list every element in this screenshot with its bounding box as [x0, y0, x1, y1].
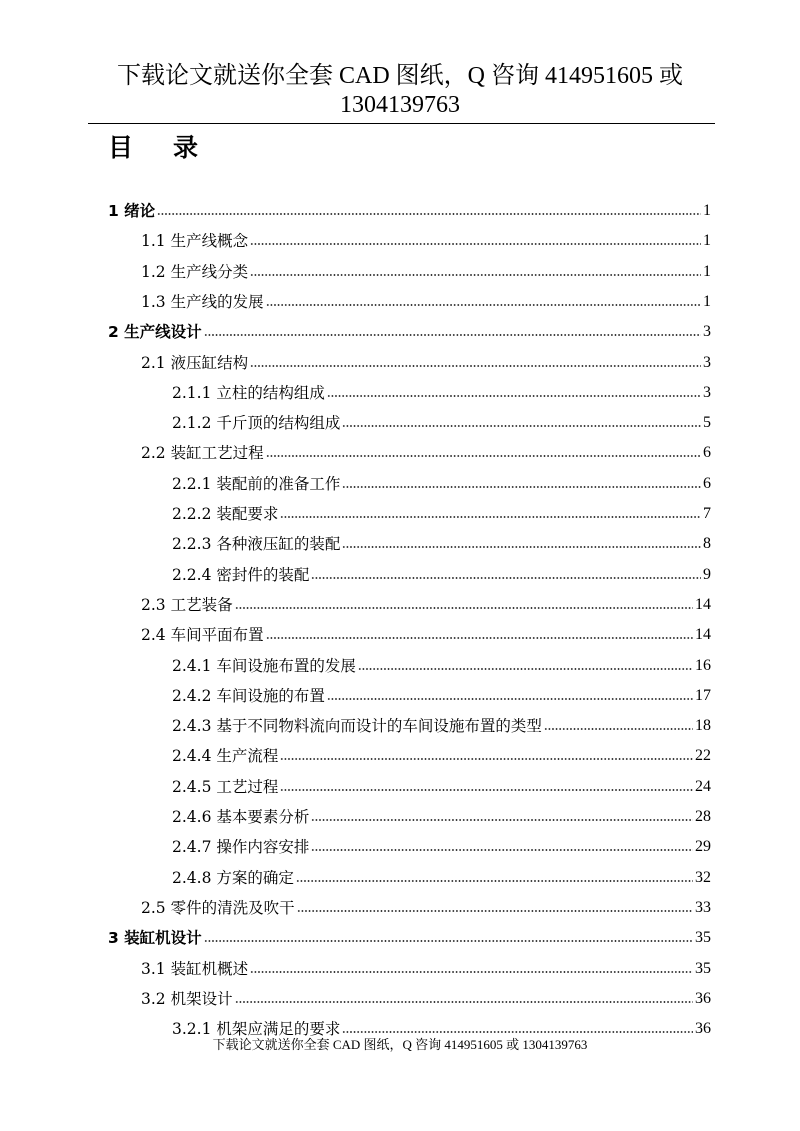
toc-entry[interactable]	[141, 288, 711, 316]
toc-entry-label: 2 生产线设计	[108, 323, 202, 342]
toc-entry[interactable]	[172, 530, 711, 558]
header-line-1: 下载论文就送你全套 CAD 图纸，Q 咨询 414951605 或	[116, 63, 683, 89]
toc-leader-dots	[280, 787, 693, 793]
toc-entry-label: 2.2.2 装配要求	[172, 505, 279, 523]
toc-entry-page: 33	[695, 898, 711, 916]
toc-entry[interactable]	[172, 803, 711, 831]
toc-entry-page: 29	[695, 838, 711, 856]
toc-leader-dots	[280, 514, 701, 520]
toc-entry[interactable]	[141, 349, 711, 377]
page-header	[80, 62, 720, 120]
toc-entry-page: 6	[703, 474, 711, 492]
toc-entry-label: 1 绪论	[108, 202, 156, 220]
toc-entry[interactable]	[141, 439, 711, 467]
toc-entry-page: 35	[695, 959, 711, 977]
toc-leader-dots	[342, 544, 701, 550]
toc-entry-label: 2.3 工艺装备	[141, 595, 233, 614]
toc-leader-dots	[204, 332, 701, 338]
toc-leader-dots	[297, 908, 693, 914]
toc-leader-dots	[266, 635, 693, 641]
toc-entry-label: 2.4.7 操作内容安排	[172, 838, 310, 857]
toc-entry-page: 28	[695, 808, 711, 825]
toc-leader-dots	[235, 605, 693, 611]
toc-entry-page: 14	[695, 626, 711, 644]
toc-entry-label: 3.2.1 机架应满足的要求	[172, 1020, 341, 1039]
toc-entry[interactable]	[172, 773, 711, 801]
toc-entry[interactable]	[172, 379, 711, 407]
toc-entry-label: 1.3 生产线的发展	[141, 292, 264, 311]
toc-entry[interactable]	[141, 591, 711, 619]
toc-leader-dots	[280, 756, 693, 762]
toc-entry-label: 2.4.5 工艺过程	[172, 777, 279, 796]
toc-entry-page: 36	[695, 1020, 711, 1038]
toc-leader-dots	[327, 696, 693, 702]
toc-entry-label: 2.2.4 密封件的装配	[172, 565, 310, 584]
toc-entry-page: 18	[695, 717, 711, 735]
toc-entry[interactable]	[141, 621, 711, 649]
page-footer: 下载论文就送你全套 CAD 图纸，Q 咨询 414951605 或 1304139763	[212, 1037, 588, 1052]
toc-entry-page: 16	[695, 656, 711, 674]
toc-entry-label: 2.4 车间平面布置	[141, 626, 264, 645]
toc-leader-dots	[250, 272, 701, 278]
toc-entry-label: 2.1.2 千斤顶的结构组成	[172, 414, 341, 433]
toc-entry[interactable]	[172, 409, 711, 437]
toc-leader-dots	[250, 241, 701, 247]
toc-entry-page: 17	[695, 686, 711, 704]
toc-entry[interactable]	[172, 652, 711, 680]
toc-entry[interactable]	[141, 227, 711, 255]
toc-entry-page: 1	[703, 202, 711, 219]
toc-entry[interactable]	[172, 470, 711, 498]
toc-entry-page: 3	[703, 383, 711, 401]
toc-leader-dots	[311, 575, 701, 581]
toc-entry-page: 22	[695, 747, 711, 765]
toc-leader-dots	[342, 484, 701, 490]
toc-leader-dots	[311, 847, 693, 853]
toc-entry-page: 24	[695, 777, 711, 795]
header-line-2: 1304139763	[340, 92, 460, 118]
toc-entry-page: 35	[695, 929, 711, 947]
toc-entry[interactable]	[108, 318, 711, 346]
toc-leader-dots	[235, 999, 693, 1005]
toc-entry-page: 1	[703, 232, 711, 250]
toc-leader-dots	[327, 393, 701, 399]
toc-entry-label: 3.1 装缸机概述	[141, 959, 249, 978]
toc-entry-label: 2.4.1 车间设施布置的发展	[172, 656, 356, 675]
toc-entry-label: 2.1 液压缸结构	[141, 353, 249, 372]
toc-entry-label: 1.2 生产线分类	[141, 262, 249, 281]
toc-title: 目录	[108, 133, 239, 162]
toc-entry-label: 3.2 机架设计	[141, 989, 233, 1008]
toc-leader-dots	[266, 453, 701, 459]
toc-leader-dots	[311, 817, 693, 823]
header-divider	[88, 123, 715, 124]
toc-entry-label: 2.2 装缸工艺过程	[141, 444, 264, 463]
toc-entry[interactable]	[141, 985, 711, 1013]
toc-entry-label: 3 装缸机设计	[108, 929, 202, 948]
toc-entry[interactable]	[172, 833, 711, 861]
toc-entry[interactable]	[172, 712, 711, 740]
toc-entry[interactable]	[108, 924, 711, 952]
toc-leader-dots	[544, 726, 693, 732]
toc-entry-page: 8	[703, 535, 711, 553]
toc-entry-label: 2.2.3 各种液压缸的装配	[172, 535, 341, 554]
toc-leader-dots	[204, 938, 693, 944]
toc-leader-dots	[296, 878, 693, 884]
toc-entry-page: 14	[695, 595, 711, 613]
toc-entry-label: 2.4.3 基于不同物料流向而设计的车间设施布置的类型	[172, 717, 542, 736]
toc-entry[interactable]	[141, 955, 711, 983]
toc-leader-dots	[250, 969, 693, 975]
toc-entry[interactable]	[172, 500, 711, 528]
toc-entry-label: 2.4.8 方案的确定	[172, 868, 294, 887]
toc-entry[interactable]	[141, 894, 711, 922]
toc-leader-dots	[342, 423, 701, 429]
toc-entry[interactable]	[172, 864, 711, 892]
toc-entry-page: 3	[703, 323, 711, 341]
toc-entry-page: 6	[703, 444, 711, 462]
toc-leader-dots	[358, 666, 693, 672]
toc-entry-page: 5	[703, 414, 711, 432]
toc-entry[interactable]	[172, 742, 711, 770]
toc-entry[interactable]	[172, 682, 711, 710]
toc-entry-page: 3	[703, 353, 711, 371]
toc-leader-dots	[266, 302, 701, 308]
toc-entry-page: 36	[695, 989, 711, 1007]
toc-entry-label: 2.1.1 立柱的结构组成	[172, 383, 325, 402]
toc-entry-page: 9	[703, 565, 711, 583]
toc-entry-page: 1	[703, 292, 711, 310]
toc-entry[interactable]	[172, 561, 711, 589]
toc-leader-dots	[157, 211, 701, 217]
toc-entry-label: 2.2.1 装配前的准备工作	[172, 474, 341, 493]
toc-entry[interactable]	[108, 197, 711, 225]
toc-leader-dots	[250, 363, 701, 369]
toc-entry-page: 7	[703, 505, 711, 522]
toc-entry-label: 2.5 零件的清洗及吹干	[141, 898, 295, 917]
toc-entry-page: 1	[703, 262, 711, 280]
toc-entry[interactable]	[141, 258, 711, 286]
toc-entry-label: 2.4.4 生产流程	[172, 747, 279, 766]
toc-entry-label: 1.1 生产线概念	[141, 232, 249, 251]
toc-entry-label: 2.4.6 基本要素分析	[172, 808, 310, 826]
toc-entry-page: 32	[695, 868, 711, 886]
toc-entry-label: 2.4.2 车间设施的布置	[172, 686, 325, 705]
